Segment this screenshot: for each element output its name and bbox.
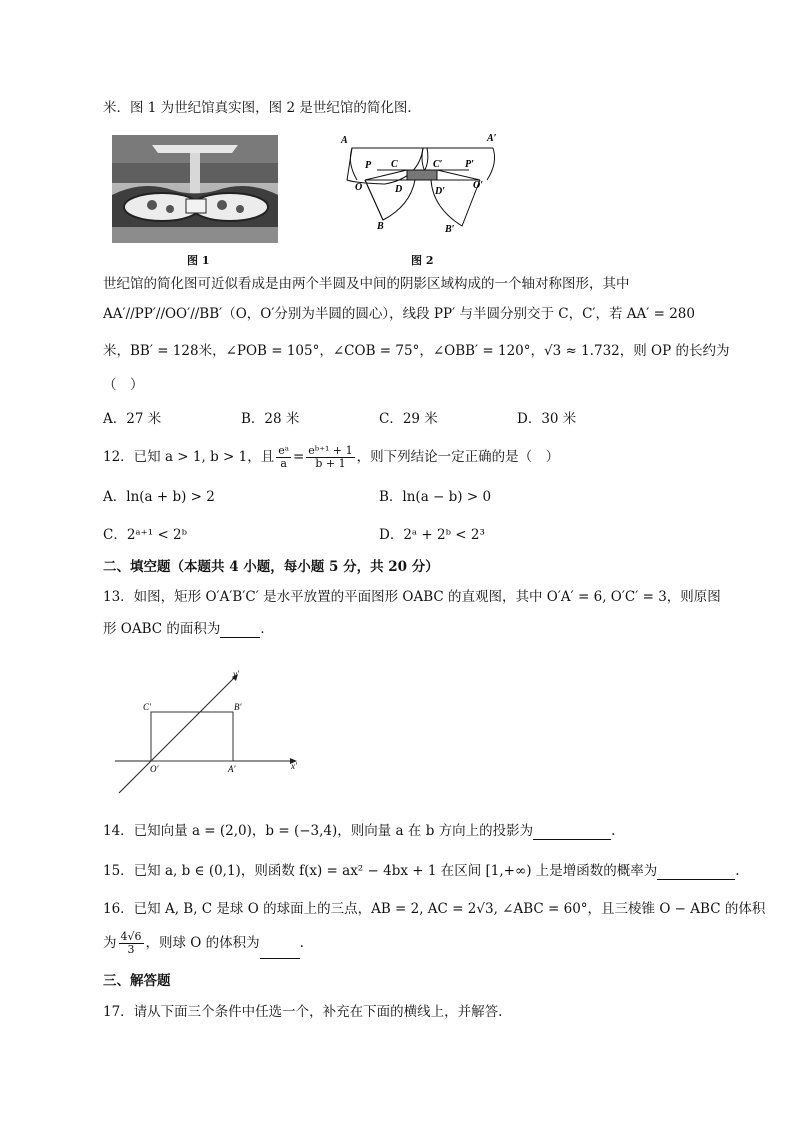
q14-period: . [611, 823, 616, 839]
q12-option-b: B．ln(a − b) > 0 [379, 489, 492, 505]
q11-line-3: 米，BB′ = 128米，∠POB = 105°，∠COB = 75°，∠OBB′ = 120°，√3 ≈ 1.732，则 OP 的长约为 [103, 343, 730, 359]
q13-line-2: 形 OABC 的面积为 [103, 621, 221, 637]
point-label-o: O′ [150, 764, 159, 774]
q11-line-1: 世纪馆的简化图可近似看成是由两个半圆及中间的阴影区域构成的一个轴对称图形，其中 [103, 276, 630, 292]
point-label-a: A′ [228, 764, 236, 774]
q14-text: 14．已知向量 a = (2,0)，b = (−3,4)，则向量 a 在 b 方向上的投影为 [103, 823, 534, 839]
q12-frac1-num: eᵃ [278, 444, 289, 457]
q12-fraction-2 [306, 445, 354, 470]
q12-stem [103, 442, 559, 474]
q17-line: 17．请从下面三个条件中任选一个，补充在下面的横线上，并解答. [103, 1004, 503, 1020]
axis-label-y: y′ [233, 669, 239, 679]
diagram-figure-2 [335, 128, 515, 238]
q13-line-2-wrap [103, 620, 274, 638]
q14-line [103, 822, 615, 840]
diagram-label: D′ [435, 186, 446, 197]
q13-line-1: 13．如图，矩形 O′A′B′C′ 是水平放置的平面图形 OABC 的直观图，其中 O′A′ = 6, O′C′ = 3，则原图 [103, 589, 721, 605]
axis-label-x: x′ [291, 761, 297, 771]
q16-frac-den: 3 [127, 943, 135, 956]
diagram-label: C′ [433, 159, 443, 170]
intro-line: 米．图 1 为世纪馆真实图，图 2 是世纪馆的简化图． [103, 100, 421, 116]
q15-line [103, 862, 740, 880]
point-label-c: C′ [143, 702, 151, 712]
figure-2-caption: 图 2 [411, 254, 434, 267]
diagram-label: B [377, 221, 384, 232]
q11-line-4: （ ） [103, 377, 144, 393]
q16-period: . [299, 935, 304, 951]
section-3-heading: 三、解答题 [103, 973, 171, 989]
diagram-label: O′ [473, 180, 484, 191]
diagram-label: A [341, 135, 348, 146]
q12-frac1-den: a [280, 457, 287, 470]
answer-blank [220, 623, 260, 638]
q12-frac2-num: eᵇ⁺¹ + 1 [308, 444, 353, 457]
diagram-label: O [355, 182, 363, 193]
q12-prefix: 12．已知 a > 1, b > 1，且 [103, 449, 275, 465]
answer-blank [260, 944, 300, 959]
q16-line-2-pre: 为 [103, 935, 117, 951]
q16-line-2-post: ，则球 O 的体积为 [145, 935, 260, 951]
point-label-b: B′ [234, 702, 242, 712]
diagram-label: P [365, 160, 372, 171]
answer-blank [657, 865, 735, 880]
q15-period: . [735, 863, 740, 879]
q13-period: ． [260, 621, 274, 637]
q12-option-d: D．2ᵃ + 2ᵇ < 2³ [379, 527, 485, 543]
section-2-heading: 二、填空题（本题共 4 小题，每小题 5 分，共 20 分） [103, 559, 439, 575]
q11-line-2: AA′//PP′//OO′//BB′（O，O′分别为半圆的圆心），线段 PP′ 与半圆分别交于 C，C′，若 AA′ = 280 [103, 306, 695, 322]
q16-line-1: 16．已知 A, B, C 是球 O 的球面上的三点，AB = 2, AC = 2√3, ∠ABC = 60°，且三棱锥 O − ABC 的体积 [103, 901, 766, 917]
diagram-label: B′ [445, 224, 455, 235]
answer-blank [533, 825, 611, 840]
diagram-label: A′ [487, 133, 497, 144]
q12-frac2-den: b + 1 [315, 457, 346, 470]
q12-fraction-1 [276, 445, 291, 470]
q12-suffix: ，则下列结论一定正确的是（ ） [356, 449, 560, 465]
q11-option-a: A．27 米 [103, 411, 162, 427]
diagram-label: D [395, 184, 403, 195]
q11-option-d: D．30 米 [517, 411, 577, 427]
figure-1-caption: 图 1 [187, 254, 210, 267]
q11-option-b: B．28 米 [241, 411, 300, 427]
oblique-axes-figure [115, 665, 305, 795]
photo-figure-1 [112, 135, 278, 243]
q16-line-2 [103, 927, 304, 961]
diagram-label: C [391, 159, 398, 170]
q16-fraction [119, 931, 144, 956]
q12-option-c: C．2ᵃ⁺¹ < 2ᵇ [103, 527, 188, 543]
q15-text: 15．已知 a, b ∈ (0,1)，则函数 f(x) = ax² − 4bx + 1 在区间 [1,+∞) 上是增函数的概率为 [103, 863, 658, 879]
q12-option-a: A．ln(a + b) > 2 [103, 489, 215, 505]
q12-equals: = [292, 449, 305, 465]
diagram-label: P′ [465, 159, 474, 170]
q16-frac-num: 4√6 [120, 930, 142, 943]
q11-option-c: C．29 米 [379, 411, 438, 427]
